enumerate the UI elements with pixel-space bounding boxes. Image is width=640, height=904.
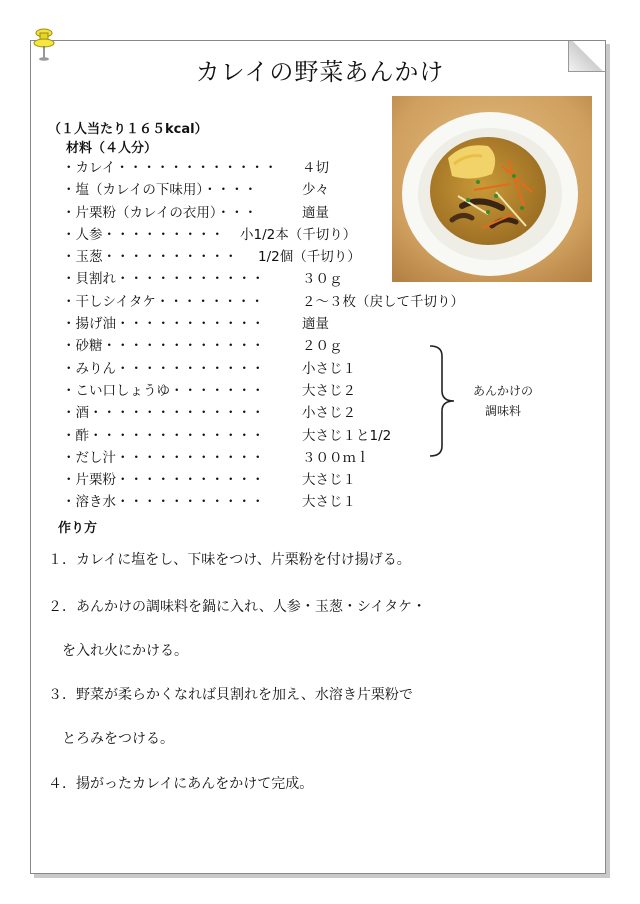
- ingredient-qty: ３００ｍｌ: [302, 449, 370, 466]
- ingredient-qty: 適量: [302, 316, 329, 333]
- calorie-note: （１人当たり１６５kcal）: [48, 122, 208, 137]
- ingredient-name: ・片栗粉・・・・・・・・・・・: [62, 472, 265, 489]
- ingredient-name: ・みりん・・・・・・・・・・・: [62, 360, 265, 377]
- method-step: １．カレイに塩をし、下味をつけ、片栗粉を付け揚げる。: [48, 552, 411, 568]
- ingredient-qty: 大さじ１: [302, 472, 356, 489]
- ingredient-qty: ３０ｇ: [302, 271, 343, 288]
- ingredient-name: ・カレイ・・・・・・・・・・・・: [62, 160, 278, 176]
- ingredient-qty: 小さじ１: [302, 360, 356, 377]
- ingredient-qty: 小1/2本（千切り）: [240, 226, 357, 243]
- method-step: ４．揚がったカレイにあんをかけて完成。: [48, 776, 314, 792]
- sauce-label-line: あんかけの: [472, 384, 533, 398]
- materials-heading: 材料（４人分）: [66, 141, 158, 156]
- method-step: ２．あんかけの調味料を鍋に入れ、人参・玉葱・シイタケ・: [48, 599, 427, 615]
- ingredient-qty: 1/2個（千切り）: [258, 249, 361, 266]
- dish-photo: [392, 96, 592, 282]
- ingredient-name: ・溶き水・・・・・・・・・・・: [62, 494, 265, 511]
- ingredient-name: ・揚げ油・・・・・・・・・・・: [62, 316, 265, 333]
- ingredient-qty: 小さじ２: [302, 405, 356, 422]
- ingredient-qty: 適量: [302, 204, 329, 221]
- ingredient-qty: ４切: [302, 160, 329, 176]
- method-heading: 作り方: [58, 521, 98, 536]
- page-title: カレイの野菜あんかけ: [195, 58, 445, 86]
- ingredient-name: ・酒・・・・・・・・・・・・・: [62, 405, 265, 422]
- ingredient-qty: 少々: [302, 182, 329, 199]
- ingredient-qty: 大さじ１: [302, 494, 356, 511]
- method-step: を入れ火にかける。: [48, 643, 188, 659]
- ingredient-qty: ２〜３枚（戻して千切り）: [302, 293, 464, 310]
- ingredient-name: ・砂糖・・・・・・・・・・・・: [62, 338, 265, 355]
- ingredient-name: ・貝割れ・・・・・・・・・・・: [62, 271, 265, 288]
- method-step: とろみをつける。: [48, 731, 174, 747]
- ingredient-qty: 大さじ１と1/2: [302, 427, 392, 444]
- sauce-brace: [428, 344, 458, 458]
- method-step: ３．野菜が柔らかくなれば貝割れを加え、水溶き片栗粉で: [48, 687, 413, 703]
- ingredient-name: ・酢・・・・・・・・・・・・・: [62, 427, 265, 444]
- ingredient-qty: 大さじ２: [302, 382, 356, 399]
- sauce-label-line: 調味料: [484, 404, 521, 418]
- ingredient-name: ・だし汁・・・・・・・・・・・: [62, 449, 265, 466]
- ingredient-name: ・こい口しょうゆ・・・・・・・: [62, 382, 265, 399]
- sauce-label: [462, 381, 544, 421]
- ingredient-name: ・人参・・・・・・・・・: [62, 226, 224, 243]
- ingredient-name: ・干しシイタケ・・・・・・・・: [62, 293, 264, 310]
- ingredient-name: ・片栗粉（カレイの衣用）・・・: [62, 204, 258, 221]
- ingredient-qty: ２０ｇ: [302, 338, 343, 355]
- ingredient-name: ・塩（カレイの下味用）・・・・: [62, 182, 258, 199]
- ingredient-name: ・玉葱・・・・・・・・・・: [62, 249, 238, 266]
